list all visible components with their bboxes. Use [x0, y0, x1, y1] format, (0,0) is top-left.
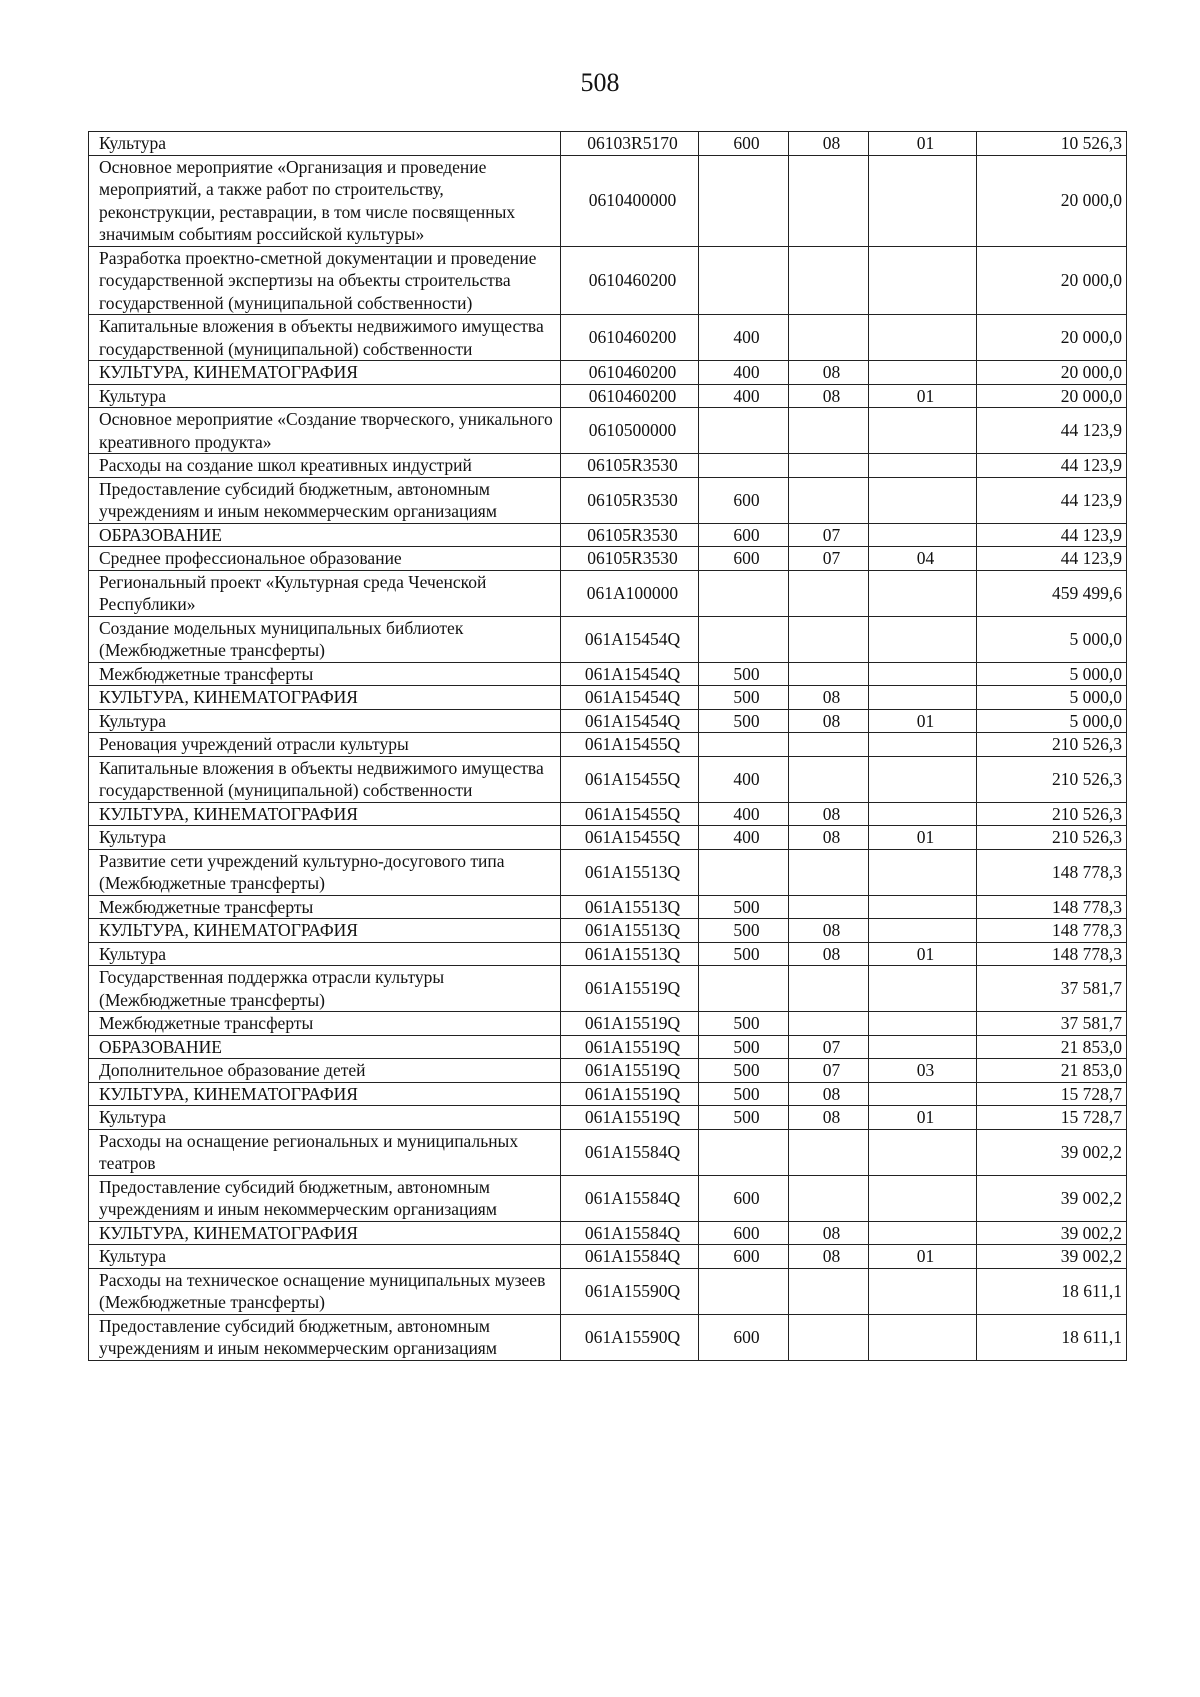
subsection-cell: 01 — [869, 1106, 977, 1130]
expense-type-cell: 600 — [699, 1314, 789, 1360]
expense-type-cell: 500 — [699, 662, 789, 686]
subsection-cell — [869, 616, 977, 662]
expense-name-cell: Дополнительное образование детей — [89, 1059, 561, 1083]
expense-type-cell: 500 — [699, 919, 789, 943]
table-row — [89, 662, 1127, 686]
target-code-cell: 06105R3530 — [561, 454, 699, 478]
amount-cell: 20 000,0 — [977, 315, 1127, 361]
expense-name-cell: Развитие сети учреждений культурно-досугового типа (Межбюджетные трансферты) — [89, 849, 561, 895]
table-row — [89, 477, 1127, 523]
amount-cell: 20 000,0 — [977, 361, 1127, 385]
target-code-cell: 061A15519Q — [561, 1106, 699, 1130]
expense-name-cell: Капитальные вложения в объекты недвижимого имущества государственной (муниципальной) собственности — [89, 756, 561, 802]
amount-cell: 210 526,3 — [977, 826, 1127, 850]
section-cell: 08 — [789, 826, 869, 850]
amount-cell: 10 526,3 — [977, 132, 1127, 156]
expense-type-cell: 500 — [699, 709, 789, 733]
page-number: 508 — [580, 68, 620, 97]
table-row — [89, 1012, 1127, 1036]
target-code-cell: 0610400000 — [561, 155, 699, 246]
target-code-cell: 061A15513Q — [561, 895, 699, 919]
expense-name-cell: Межбюджетные трансферты — [89, 662, 561, 686]
expense-name-cell: Культура — [89, 1106, 561, 1130]
expense-name-cell: Расходы на техническое оснащение муниципальных музеев (Межбюджетные трансферты) — [89, 1268, 561, 1314]
subsection-cell — [869, 454, 977, 478]
target-code-cell: 061A15584Q — [561, 1221, 699, 1245]
table-row — [89, 966, 1127, 1012]
subsection-cell: 01 — [869, 384, 977, 408]
target-code-cell: 061A15455Q — [561, 756, 699, 802]
subsection-cell — [869, 1012, 977, 1036]
target-code-cell: 061A15519Q — [561, 1035, 699, 1059]
amount-cell: 210 526,3 — [977, 756, 1127, 802]
expense-type-cell: 500 — [699, 1106, 789, 1130]
amount-cell: 5 000,0 — [977, 686, 1127, 710]
subsection-cell — [869, 1221, 977, 1245]
section-cell — [789, 895, 869, 919]
amount-cell: 39 002,2 — [977, 1175, 1127, 1221]
table-row — [89, 1106, 1127, 1130]
target-code-cell: 061A15454Q — [561, 616, 699, 662]
table-row — [89, 616, 1127, 662]
expense-name-cell: Расходы на создание школ креативных индустрий — [89, 454, 561, 478]
section-cell — [789, 966, 869, 1012]
section-cell — [789, 849, 869, 895]
table-row — [89, 523, 1127, 547]
expense-name-cell: Культура — [89, 942, 561, 966]
section-cell — [789, 1175, 869, 1221]
section-cell — [789, 477, 869, 523]
section-cell: 07 — [789, 547, 869, 571]
target-code-cell: 061A15454Q — [561, 662, 699, 686]
amount-cell: 148 778,3 — [977, 895, 1127, 919]
expense-type-cell — [699, 849, 789, 895]
expense-name-cell: Культура — [89, 132, 561, 156]
amount-cell: 39 002,2 — [977, 1245, 1127, 1269]
expense-name-cell: КУЛЬТУРА, КИНЕМАТОГРАФИЯ — [89, 686, 561, 710]
expense-type-cell: 400 — [699, 826, 789, 850]
subsection-cell: 03 — [869, 1059, 977, 1083]
expense-type-cell: 400 — [699, 756, 789, 802]
table-row — [89, 1175, 1127, 1221]
expense-name-cell: Основное мероприятие «Организация и проведение мероприятий, а также работ по строительству, реконструкции, реставрации, в том числе посвященных значимым событиям российской культуры» — [89, 155, 561, 246]
table-row — [89, 246, 1127, 315]
table-row — [89, 849, 1127, 895]
amount-cell: 37 581,7 — [977, 966, 1127, 1012]
section-cell — [789, 616, 869, 662]
expense-name-cell: Региональный проект «Культурная среда Чеченской Республики» — [89, 570, 561, 616]
target-code-cell: 061A15584Q — [561, 1175, 699, 1221]
subsection-cell — [869, 315, 977, 361]
subsection-cell — [869, 662, 977, 686]
amount-cell: 15 728,7 — [977, 1082, 1127, 1106]
table-row — [89, 709, 1127, 733]
expense-name-cell: Расходы на оснащение региональных и муниципальных театров — [89, 1129, 561, 1175]
expense-type-cell: 600 — [699, 547, 789, 571]
expense-type-cell: 500 — [699, 1082, 789, 1106]
table-row — [89, 1035, 1127, 1059]
expense-name-cell: Капитальные вложения в объекты недвижимого имущества государственной (муниципальной) собственности — [89, 315, 561, 361]
target-code-cell: 061A15455Q — [561, 826, 699, 850]
subsection-cell — [869, 802, 977, 826]
expense-name-cell: Разработка проектно-сметной документации и проведение государственной экспертизы на объекты строительства государственной (муниципальной собственности) — [89, 246, 561, 315]
section-cell — [789, 1314, 869, 1360]
subsection-cell — [869, 849, 977, 895]
subsection-cell — [869, 408, 977, 454]
expense-name-cell: Предоставление субсидий бюджетным, автономным учреждениям и иным некоммерческим организациям — [89, 477, 561, 523]
target-code-cell: 061A15584Q — [561, 1129, 699, 1175]
section-cell: 08 — [789, 709, 869, 733]
expense-type-cell: 600 — [699, 1245, 789, 1269]
section-cell: 08 — [789, 942, 869, 966]
section-cell: 08 — [789, 1106, 869, 1130]
expense-type-cell: 400 — [699, 361, 789, 385]
amount-cell: 459 499,6 — [977, 570, 1127, 616]
table-row — [89, 155, 1127, 246]
expense-type-cell: 500 — [699, 1035, 789, 1059]
expense-name-cell: Государственная поддержка отрасли культуры (Межбюджетные трансферты) — [89, 966, 561, 1012]
section-cell: 07 — [789, 523, 869, 547]
subsection-cell — [869, 523, 977, 547]
table-row — [89, 570, 1127, 616]
expense-name-cell: Культура — [89, 1245, 561, 1269]
table-row — [89, 1221, 1127, 1245]
target-code-cell: 061A15454Q — [561, 709, 699, 733]
amount-cell: 210 526,3 — [977, 802, 1127, 826]
amount-cell: 148 778,3 — [977, 942, 1127, 966]
expense-type-cell: 500 — [699, 686, 789, 710]
amount-cell: 20 000,0 — [977, 246, 1127, 315]
expense-type-cell: 600 — [699, 1175, 789, 1221]
section-cell — [789, 454, 869, 478]
expense-name-cell: Культура — [89, 384, 561, 408]
subsection-cell — [869, 686, 977, 710]
amount-cell: 37 581,7 — [977, 1012, 1127, 1036]
section-cell — [789, 756, 869, 802]
subsection-cell — [869, 966, 977, 1012]
section-cell: 08 — [789, 919, 869, 943]
expense-name-cell: Реновация учреждений отрасли культуры — [89, 733, 561, 757]
expense-type-cell — [699, 454, 789, 478]
amount-cell: 44 123,9 — [977, 408, 1127, 454]
target-code-cell: 061A15590Q — [561, 1314, 699, 1360]
subsection-cell: 01 — [869, 709, 977, 733]
section-cell: 07 — [789, 1059, 869, 1083]
section-cell: 08 — [789, 1082, 869, 1106]
subsection-cell: 01 — [869, 1245, 977, 1269]
expense-name-cell: Межбюджетные трансферты — [89, 1012, 561, 1036]
subsection-cell — [869, 246, 977, 315]
table-row — [89, 1245, 1127, 1269]
expense-name-cell: Основное мероприятие «Создание творческого, уникального креативного продукта» — [89, 408, 561, 454]
table-row — [89, 895, 1127, 919]
target-code-cell: 06105R3530 — [561, 477, 699, 523]
amount-cell: 20 000,0 — [977, 155, 1127, 246]
section-cell — [789, 662, 869, 686]
budget-table — [88, 131, 1127, 1361]
subsection-cell — [869, 477, 977, 523]
amount-cell: 15 728,7 — [977, 1106, 1127, 1130]
expense-type-cell: 400 — [699, 802, 789, 826]
table-row — [89, 1082, 1127, 1106]
table-row — [89, 942, 1127, 966]
expense-name-cell: КУЛЬТУРА, КИНЕМАТОГРАФИЯ — [89, 361, 561, 385]
amount-cell: 39 002,2 — [977, 1221, 1127, 1245]
section-cell: 08 — [789, 361, 869, 385]
table-row — [89, 826, 1127, 850]
amount-cell: 148 778,3 — [977, 919, 1127, 943]
table-row — [89, 315, 1127, 361]
amount-cell: 5 000,0 — [977, 616, 1127, 662]
subsection-cell — [869, 895, 977, 919]
section-cell: 07 — [789, 1035, 869, 1059]
expense-type-cell — [699, 570, 789, 616]
expense-type-cell — [699, 155, 789, 246]
section-cell — [789, 1012, 869, 1036]
section-cell — [789, 408, 869, 454]
subsection-cell: 01 — [869, 826, 977, 850]
table-row — [89, 733, 1127, 757]
amount-cell: 44 123,9 — [977, 454, 1127, 478]
expense-name-cell: Предоставление субсидий бюджетным, автономным учреждениям и иным некоммерческим организациям — [89, 1175, 561, 1221]
section-cell: 08 — [789, 132, 869, 156]
expense-type-cell: 400 — [699, 384, 789, 408]
table-row — [89, 454, 1127, 478]
amount-cell: 18 611,1 — [977, 1314, 1127, 1360]
expense-type-cell: 400 — [699, 315, 789, 361]
subsection-cell — [869, 1129, 977, 1175]
expense-name-cell: Культура — [89, 709, 561, 733]
subsection-cell — [869, 1082, 977, 1106]
subsection-cell — [869, 1035, 977, 1059]
section-cell: 08 — [789, 686, 869, 710]
expense-name-cell: КУЛЬТУРА, КИНЕМАТОГРАФИЯ — [89, 1221, 561, 1245]
expense-type-cell: 500 — [699, 942, 789, 966]
budget-table-body — [89, 132, 1127, 1361]
subsection-cell: 01 — [869, 132, 977, 156]
target-code-cell: 06105R3530 — [561, 547, 699, 571]
section-cell — [789, 315, 869, 361]
section-cell — [789, 1268, 869, 1314]
target-code-cell: 061A15519Q — [561, 1012, 699, 1036]
subsection-cell: 04 — [869, 547, 977, 571]
expense-type-cell: 600 — [699, 523, 789, 547]
expense-name-cell: КУЛЬТУРА, КИНЕМАТОГРАФИЯ — [89, 802, 561, 826]
amount-cell: 44 123,9 — [977, 523, 1127, 547]
subsection-cell — [869, 1314, 977, 1360]
target-code-cell: 061A15513Q — [561, 942, 699, 966]
amount-cell: 5 000,0 — [977, 662, 1127, 686]
target-code-cell: 061A15454Q — [561, 686, 699, 710]
expense-name-cell: Среднее профессиональное образование — [89, 547, 561, 571]
target-code-cell: 0610460200 — [561, 315, 699, 361]
subsection-cell — [869, 361, 977, 385]
table-row — [89, 1314, 1127, 1360]
amount-cell: 5 000,0 — [977, 709, 1127, 733]
expense-type-cell — [699, 733, 789, 757]
table-row — [89, 132, 1127, 156]
target-code-cell: 061A15519Q — [561, 1082, 699, 1106]
expense-name-cell: Межбюджетные трансферты — [89, 895, 561, 919]
target-code-cell: 061A15584Q — [561, 1245, 699, 1269]
expense-type-cell — [699, 246, 789, 315]
subsection-cell — [869, 1175, 977, 1221]
amount-cell: 39 002,2 — [977, 1129, 1127, 1175]
target-code-cell: 06103R5170 — [561, 132, 699, 156]
section-cell: 08 — [789, 1221, 869, 1245]
table-row — [89, 361, 1127, 385]
target-code-cell: 061A100000 — [561, 570, 699, 616]
amount-cell: 44 123,9 — [977, 547, 1127, 571]
amount-cell: 20 000,0 — [977, 384, 1127, 408]
target-code-cell: 06105R3530 — [561, 523, 699, 547]
amount-cell: 21 853,0 — [977, 1035, 1127, 1059]
table-row — [89, 756, 1127, 802]
subsection-cell — [869, 919, 977, 943]
expense-type-cell: 600 — [699, 132, 789, 156]
amount-cell: 210 526,3 — [977, 733, 1127, 757]
expense-type-cell: 500 — [699, 1059, 789, 1083]
target-code-cell: 0610460200 — [561, 246, 699, 315]
target-code-cell: 061A15455Q — [561, 733, 699, 757]
table-row — [89, 1129, 1127, 1175]
target-code-cell: 061A15519Q — [561, 966, 699, 1012]
section-cell: 08 — [789, 1245, 869, 1269]
amount-cell: 148 778,3 — [977, 849, 1127, 895]
amount-cell: 44 123,9 — [977, 477, 1127, 523]
expense-type-cell: 600 — [699, 477, 789, 523]
section-cell — [789, 733, 869, 757]
expense-name-cell: Создание модельных муниципальных библиотек (Межбюджетные трансферты) — [89, 616, 561, 662]
amount-cell: 18 611,1 — [977, 1268, 1127, 1314]
target-code-cell: 061A15590Q — [561, 1268, 699, 1314]
expense-type-cell — [699, 1129, 789, 1175]
expense-name-cell: Культура — [89, 826, 561, 850]
target-code-cell: 061A15513Q — [561, 849, 699, 895]
subsection-cell — [869, 1268, 977, 1314]
section-cell — [789, 570, 869, 616]
expense-type-cell: 600 — [699, 1221, 789, 1245]
expense-type-cell: 500 — [699, 1012, 789, 1036]
subsection-cell — [869, 733, 977, 757]
table-row — [89, 802, 1127, 826]
expense-name-cell: КУЛЬТУРА, КИНЕМАТОГРАФИЯ — [89, 1082, 561, 1106]
subsection-cell — [869, 155, 977, 246]
expense-type-cell — [699, 1268, 789, 1314]
expense-name-cell: Предоставление субсидий бюджетным, автономным учреждениям и иным некоммерческим организациям — [89, 1314, 561, 1360]
amount-cell: 21 853,0 — [977, 1059, 1127, 1083]
subsection-cell — [869, 570, 977, 616]
expense-name-cell: КУЛЬТУРА, КИНЕМАТОГРАФИЯ — [89, 919, 561, 943]
table-row — [89, 408, 1127, 454]
expense-type-cell: 500 — [699, 895, 789, 919]
target-code-cell: 061A15455Q — [561, 802, 699, 826]
subsection-cell — [869, 756, 977, 802]
table-row — [89, 919, 1127, 943]
section-cell — [789, 246, 869, 315]
table-row — [89, 686, 1127, 710]
table-row — [89, 547, 1127, 571]
expense-type-cell — [699, 966, 789, 1012]
target-code-cell: 061A15513Q — [561, 919, 699, 943]
table-row — [89, 1059, 1127, 1083]
section-cell: 08 — [789, 384, 869, 408]
expense-type-cell — [699, 408, 789, 454]
target-code-cell: 0610460200 — [561, 361, 699, 385]
section-cell — [789, 1129, 869, 1175]
subsection-cell: 01 — [869, 942, 977, 966]
section-cell — [789, 155, 869, 246]
expense-name-cell: ОБРАЗОВАНИЕ — [89, 1035, 561, 1059]
target-code-cell: 061A15519Q — [561, 1059, 699, 1083]
section-cell: 08 — [789, 802, 869, 826]
table-row — [89, 1268, 1127, 1314]
target-code-cell: 0610460200 — [561, 384, 699, 408]
table-row — [89, 384, 1127, 408]
target-code-cell: 0610500000 — [561, 408, 699, 454]
expense-type-cell — [699, 616, 789, 662]
expense-name-cell: ОБРАЗОВАНИЕ — [89, 523, 561, 547]
